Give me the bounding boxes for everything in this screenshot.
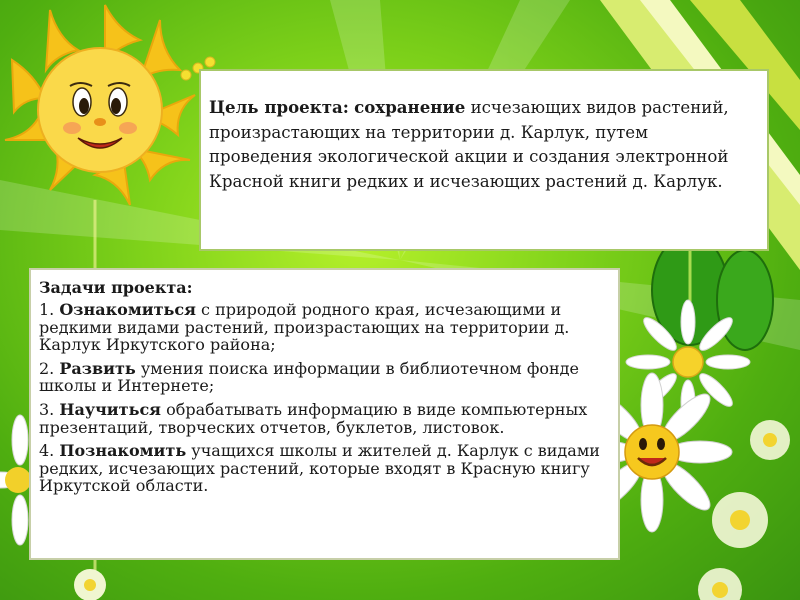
task-item-4 bbox=[39, 442, 608, 495]
task-item-2 bbox=[39, 360, 608, 395]
task-number: 4. bbox=[39, 441, 55, 461]
goal-description: исчезающих видов растений, произрастающих на территории д. Карлук, путем проведения экологической акции и создания электронной Красной книги редких и исчезающих растений д. Карлук. bbox=[209, 98, 729, 191]
task-verb: Ознакомиться bbox=[59, 300, 196, 319]
task-text: учащихся школы и жителей д. Карлук с видами редких, исчезающих растений, которые входят в Красную книгу Иркутской области. bbox=[39, 441, 600, 496]
project-goal-box bbox=[199, 69, 769, 251]
project-tasks-box bbox=[29, 268, 620, 560]
task-text: обрабатывать информацию в виде компьютерных презентаций, творческих отчетов, буклетов, листовок. bbox=[39, 399, 588, 437]
goal-label: Цель проекта: bbox=[209, 97, 349, 117]
task-item-3 bbox=[39, 401, 608, 436]
task-number: 1. bbox=[39, 300, 55, 319]
task-text: с природой родного края, исчезающими и редкими видами растений, произрастающих на территории д. Карлук Иркутского района; bbox=[39, 300, 570, 355]
task-number: 2. bbox=[39, 358, 55, 378]
sun-character-icon bbox=[5, 5, 195, 205]
task-number: 3. bbox=[39, 399, 55, 419]
task-item-1 bbox=[39, 301, 608, 354]
task-verb: Познакомить bbox=[59, 441, 187, 461]
task-verb: Развить bbox=[59, 358, 136, 378]
tasks-title: Задачи проекта: bbox=[39, 278, 193, 297]
task-text: умения поиска информации в библиотечном фонде школы и Интернете; bbox=[39, 358, 579, 396]
goal-keyword: сохранение bbox=[354, 97, 466, 117]
project-goal-text bbox=[209, 95, 755, 194]
task-verb: Научиться bbox=[59, 399, 161, 419]
